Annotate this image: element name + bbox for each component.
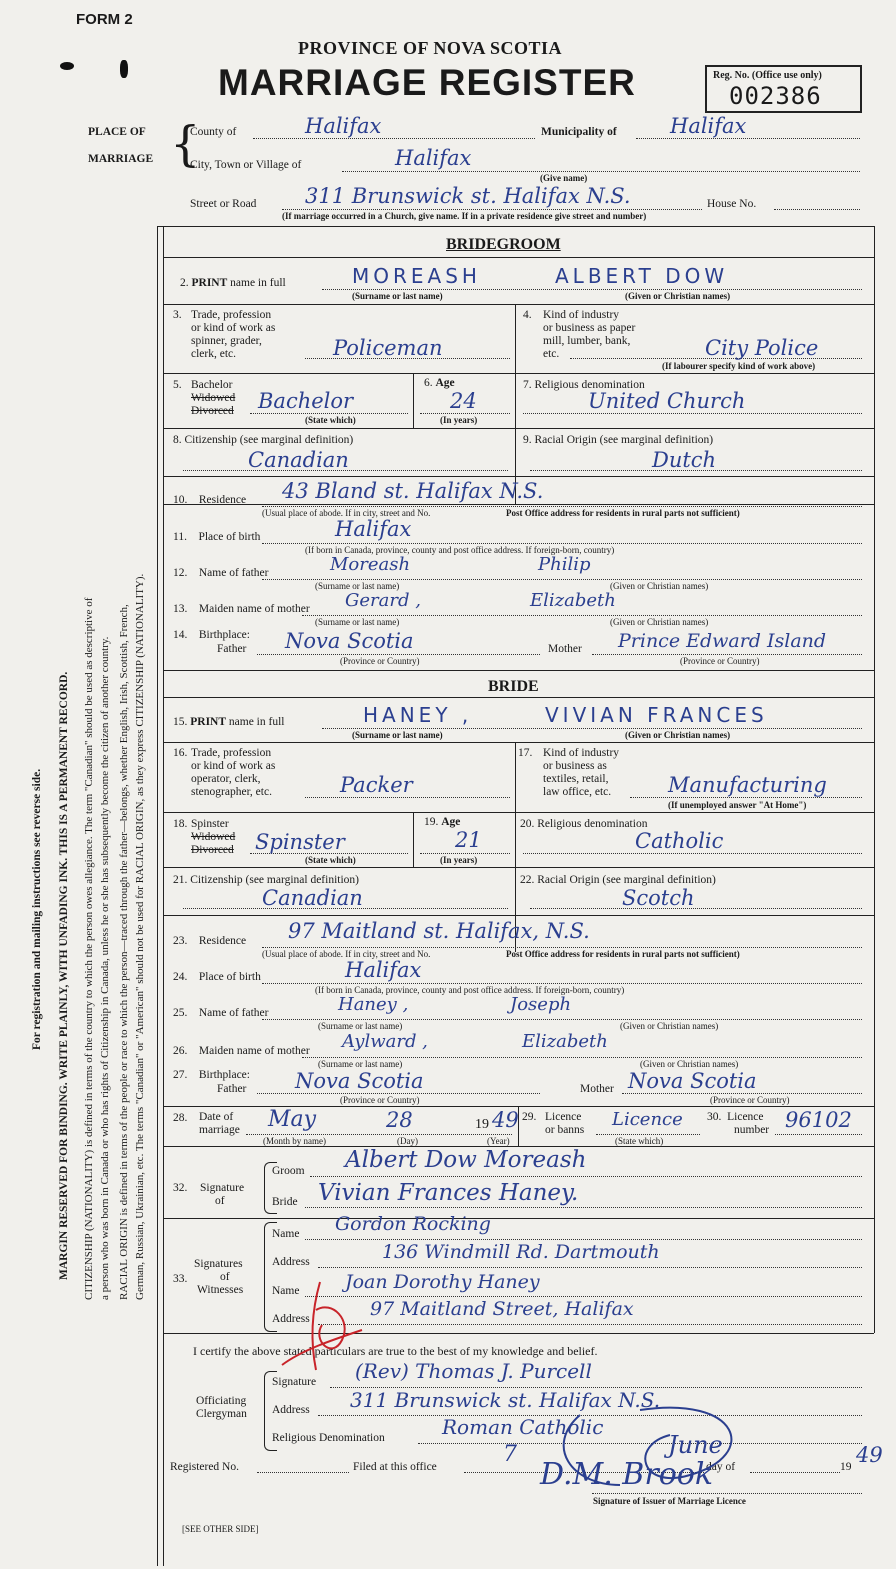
- municipality-label: Municipality of: [541, 126, 617, 138]
- witness-2-address: 97 Maitland Street, Halifax: [370, 1298, 634, 1320]
- give-name-note: (Give name): [540, 173, 588, 183]
- groom-father-birthplace: Nova Scotia: [285, 629, 414, 653]
- bride-mother-given: Elizabeth: [522, 1031, 608, 1052]
- groom-religion: United Church: [588, 389, 746, 413]
- groom-given-names: ALBERT DOW: [555, 264, 729, 288]
- ink-blot: [120, 60, 128, 78]
- groom-residence: 43 Bland st. Halifax N.S.: [282, 479, 544, 503]
- place-label-2: MARRIAGE: [88, 153, 154, 165]
- clergy-denomination: Roman Catholic: [442, 1415, 604, 1439]
- groom-occupation: Policeman: [333, 336, 443, 360]
- city-label: City, Town or Village of: [190, 159, 302, 171]
- bride-signature: Vivian Frances Haney.: [318, 1180, 579, 1206]
- groom-industry: City Police: [705, 336, 819, 360]
- reg-office-note: (Office use only): [751, 70, 822, 81]
- bride-given-names: VIVIAN FRANCES: [545, 703, 768, 727]
- clergy-signature: (Rev) Thomas J. Purcell: [355, 1359, 592, 1383]
- house-no-label: House No.: [707, 198, 757, 210]
- see-other-side: [SEE OTHER SIDE]: [182, 1524, 259, 1534]
- margin-racial-def-2: German, Russian, Ukrainian, etc. The terms "Canadian" or "American" should not be used for RACIAL ORIGIN, as they express CITIZENSHIP (NATIONALITY).: [134, 573, 146, 1300]
- county-label: County of: [190, 126, 237, 138]
- street-label: Street or Road: [190, 198, 257, 210]
- bride-birthplace: Halifax: [345, 958, 422, 982]
- ink-blot: [60, 62, 74, 70]
- margin-racial-def: RACIAL ORIGIN is defined in terms of the people or race to which the person—traced through the father—belongs, whether English, Irish, Scottish, French,: [118, 604, 130, 1300]
- county-value: Halifax: [305, 114, 382, 138]
- groom-mother-birthplace: Prince Edward Island: [618, 630, 827, 652]
- groom-mother-surname: Gerard ,: [345, 590, 421, 611]
- licence-or-banns: Licence: [612, 1109, 683, 1130]
- church-note: (If marriage occurred in a Church, give name. If in a private residence give street and number): [282, 211, 647, 221]
- witness-1-name: Gordon Rocking: [335, 1213, 491, 1235]
- groom-citizenship: Canadian: [248, 448, 349, 472]
- city-value: Halifax: [395, 146, 472, 170]
- bride-age: 21: [455, 828, 482, 852]
- groom-racial-origin: Dutch: [652, 448, 717, 472]
- bride-religion: Catholic: [635, 829, 724, 853]
- witness-1-address: 136 Windmill Rd. Dartmouth: [382, 1241, 660, 1263]
- filed-year: 49: [856, 1443, 883, 1467]
- margin-citizenship-def: CITIZENSHIP (NATIONALITY) is defined in terms of the country to which the person owes allegiance. The term "Canadian" should be used as descriptive of: [83, 597, 95, 1300]
- reg-label: Reg. No.: [713, 70, 750, 81]
- municipality-value: Halifax: [670, 114, 747, 138]
- bride-citizenship: Canadian: [262, 886, 363, 910]
- bride-father-surname: Haney ,: [338, 994, 409, 1015]
- issuer-label: Signature of Issuer of Marriage Licence: [593, 1496, 746, 1506]
- bride-residence: 97 Maitland st. Halifax, N.S.: [288, 919, 590, 943]
- groom-surname: MOREASH: [352, 264, 481, 288]
- margin-citizenship-def-2: a person who was born in Canada or who has rights of Citizenship in Canada, unless he or she has subsequently become the citizen of another country.: [99, 636, 111, 1300]
- marriage-register-page: FORM 2 PROVINCE OF NOVA SCOTIA MARRIAGE REGISTER Reg. No. (Office use only) 002386 PLACE OF MARRIAGE { County of Halifax Municipality of Halifax City, Town or Village of Halifax (Give name) Street or Road 311 Brunswick st. Halifax N.S. House No. (If marriage occurred in a Church, give name. If in a private residence give street and number) For registration and mailing instructions see reverse side. MARGIN RESERVED FOR BINDING. WRITE PLAINLY, WITH UNFADING INK. THIS IS A PERMANENT RECORD. CITIZENSHIP (NATIONALITY) is defined in terms of the country to which the person owes allegiance. The term "Canadian" should be used as descriptive of a person who was born in Canada or who has rights of Citizenship in Canada, unless he or she has subsequently become the citizen of another country. RACIAL ORIGIN is defined in terms of the people or race to which the person—traced through the father—belongs, whether English, Irish, Scottish, French, German, Russian, Ukrainian, etc. The terms "Canadian" or "American" should not be used for RACIAL ORIGIN, as they express CITIZENSHIP (NATIONALITY). BRIDEGROOM 2. PRINT name in full MOREASH ALBERT DOW (Surname or last name) (Given or Christian names) 3. Trade, profession or kind of work as spinner, grader, clerk, etc. Policeman 4. Kind of industry or business as paper mill, lumber, bank, etc. City Police (If labourer specify kind of work above) 5. Bachelor Widowed Divorced Bachelor (State which) 6. Age 24 (In years) 7. Religious denomination United Church 8. Citizenship (see marginal definition) Canadian 9. Racial Origin (see marginal definition) Dutch 10. Residence 43 Bland st. Halifax N.S. (Usual place of abode. If in city, street and No. Post Office address for residents in rural parts not sufficient) 11. Place of birth Halifax (If born in Canada, province, county and post office address. If foreign-born, country) 12. Name of father Moreash Philip (Surname or last name) (Given or Christian names) 13. Maiden name of mother Gerard , Elizabeth (Surname or last name) (Given or Christian names) 14. Birthplace: Father Nova Scotia Mother Prince Edward Island (Province or Country) (Province or Country) BRIDE 15. PRINT name in full HANEY , VIVIAN FRANCES (Surname or last name) (Given or Christian names) 16. Trade, profession or kind of work as operator, clerk, stenographer, etc. Packer 17. Kind of industry or business as textiles, retail, law office, etc. Manufacturing (If unemployed answer "At Home") 18. Spinster Widowed Divorced Spinster (State which) 19. Age 21 (In years) 20. Religious denomination Catholic 21. Citizenship (see marginal definition) Canadian 22. Racial Origin (see marginal definition) Scotch 23. Residence 97 Maitland st. Halifax, N.S. (Usual place of abode. If in city, street and No. Post Office address for residents in rural parts not sufficient) 24. Place of birth Halifax (If born in Canada, province, county and post office address. If foreign-born, country) 25. Name of father Haney , Joseph (Surname or last name) (Given or Christian names) 26. Maiden name of mother Aylward , Elizabeth (Surname or last name) (Given or Christian names) 27. Birthplace: Father Nova Scotia Mother Nova Scotia (Province or Country) (Province or Country) 28. Date of marriage May 28 19 49 (Month by name) (Day) (Year) 29. Licence or banns Licence (State which) 30. Licence number 96102 32. Signature of Groom Albert Dow Moreash Bride Vivian Frances Haney. 33. Signatures of Witnesses Name Gordon Rocking Address 136 Windmill Rd. Dartmouth Name Joan Dorothy Haney Address 97 Maitland Street, Halifax I certify the above stated particulars are true to the best of my knowledge and belief. Officiating Clergyman Signature (Rev) Thomas J. Purcell Address 311 Brunswick st. Halifax N.S. Religious Denomination Roman Catholic Registered No. Filed at this office 7 day of June 19 49 D.M. Brook Signature of Issuer of Marriage Licence [SEE OTHER SIDE]: [0, 0, 896, 1569]
- witness-2-name: Joan Dorothy Haney: [345, 1271, 540, 1293]
- form-number: FORM 2: [76, 11, 133, 28]
- bride-racial-origin: Scotch: [622, 886, 695, 910]
- bride-mother-birthplace: Nova Scotia: [628, 1069, 757, 1093]
- clergy-address: 311 Brunswick st. Halifax N.S.: [350, 1388, 661, 1412]
- reg-number: 002386: [729, 82, 822, 110]
- marriage-month: May: [268, 1107, 317, 1132]
- bride-industry: Manufacturing: [668, 773, 827, 797]
- signature-flourish: [540, 1395, 770, 1505]
- marriage-year: 49: [492, 1108, 519, 1132]
- page-title: MARRIAGE REGISTER: [218, 62, 636, 103]
- bride-father-birthplace: Nova Scotia: [295, 1069, 424, 1093]
- groom-birthplace: Halifax: [335, 517, 412, 541]
- groom-father-surname: Moreash: [330, 554, 411, 575]
- groom-father-given: Philip: [538, 554, 591, 575]
- groom-mother-given: Elizabeth: [530, 590, 616, 611]
- marriage-day: 28: [386, 1108, 413, 1132]
- licence-number: 96102: [785, 1108, 852, 1132]
- filed-month: June: [668, 1431, 723, 1459]
- bridegroom-header: BRIDEGROOM: [446, 236, 561, 253]
- bride-surname: HANEY ,: [363, 703, 473, 727]
- bride-father-given: Joseph: [510, 994, 572, 1015]
- reg-number-box: [705, 65, 862, 113]
- bride-mother-surname: Aylward ,: [342, 1031, 428, 1052]
- groom-signature: Albert Dow Moreash: [345, 1147, 587, 1173]
- filed-day: 7: [503, 1442, 517, 1467]
- certification-statement: I certify the above stated particulars are true to the best of my knowledge and belief.: [193, 1344, 598, 1358]
- issuer-signature: D.M. Brook: [540, 1457, 713, 1492]
- red-registration-mark: [272, 1270, 382, 1390]
- province-heading: PROVINCE OF NOVA SCOTIA: [298, 38, 563, 58]
- bride-header: BRIDE: [488, 678, 539, 695]
- bride-marital-status: Spinster: [255, 830, 345, 854]
- place-label-1: PLACE OF: [88, 126, 146, 138]
- margin-binding-note: MARGIN RESERVED FOR BINDING. WRITE PLAINLY, WITH UNFADING INK. THIS IS A PERMANENT RECORD.: [58, 671, 70, 1280]
- street-value: 311 Brunswick st. Halifax N.S.: [305, 184, 631, 208]
- bride-occupation: Packer: [340, 773, 413, 797]
- groom-age: 24: [450, 389, 477, 413]
- margin-instructions: For registration and mailing instructions see reverse side.: [31, 768, 43, 1050]
- brace: {: [170, 116, 201, 172]
- groom-marital-status: Bachelor: [258, 389, 354, 413]
